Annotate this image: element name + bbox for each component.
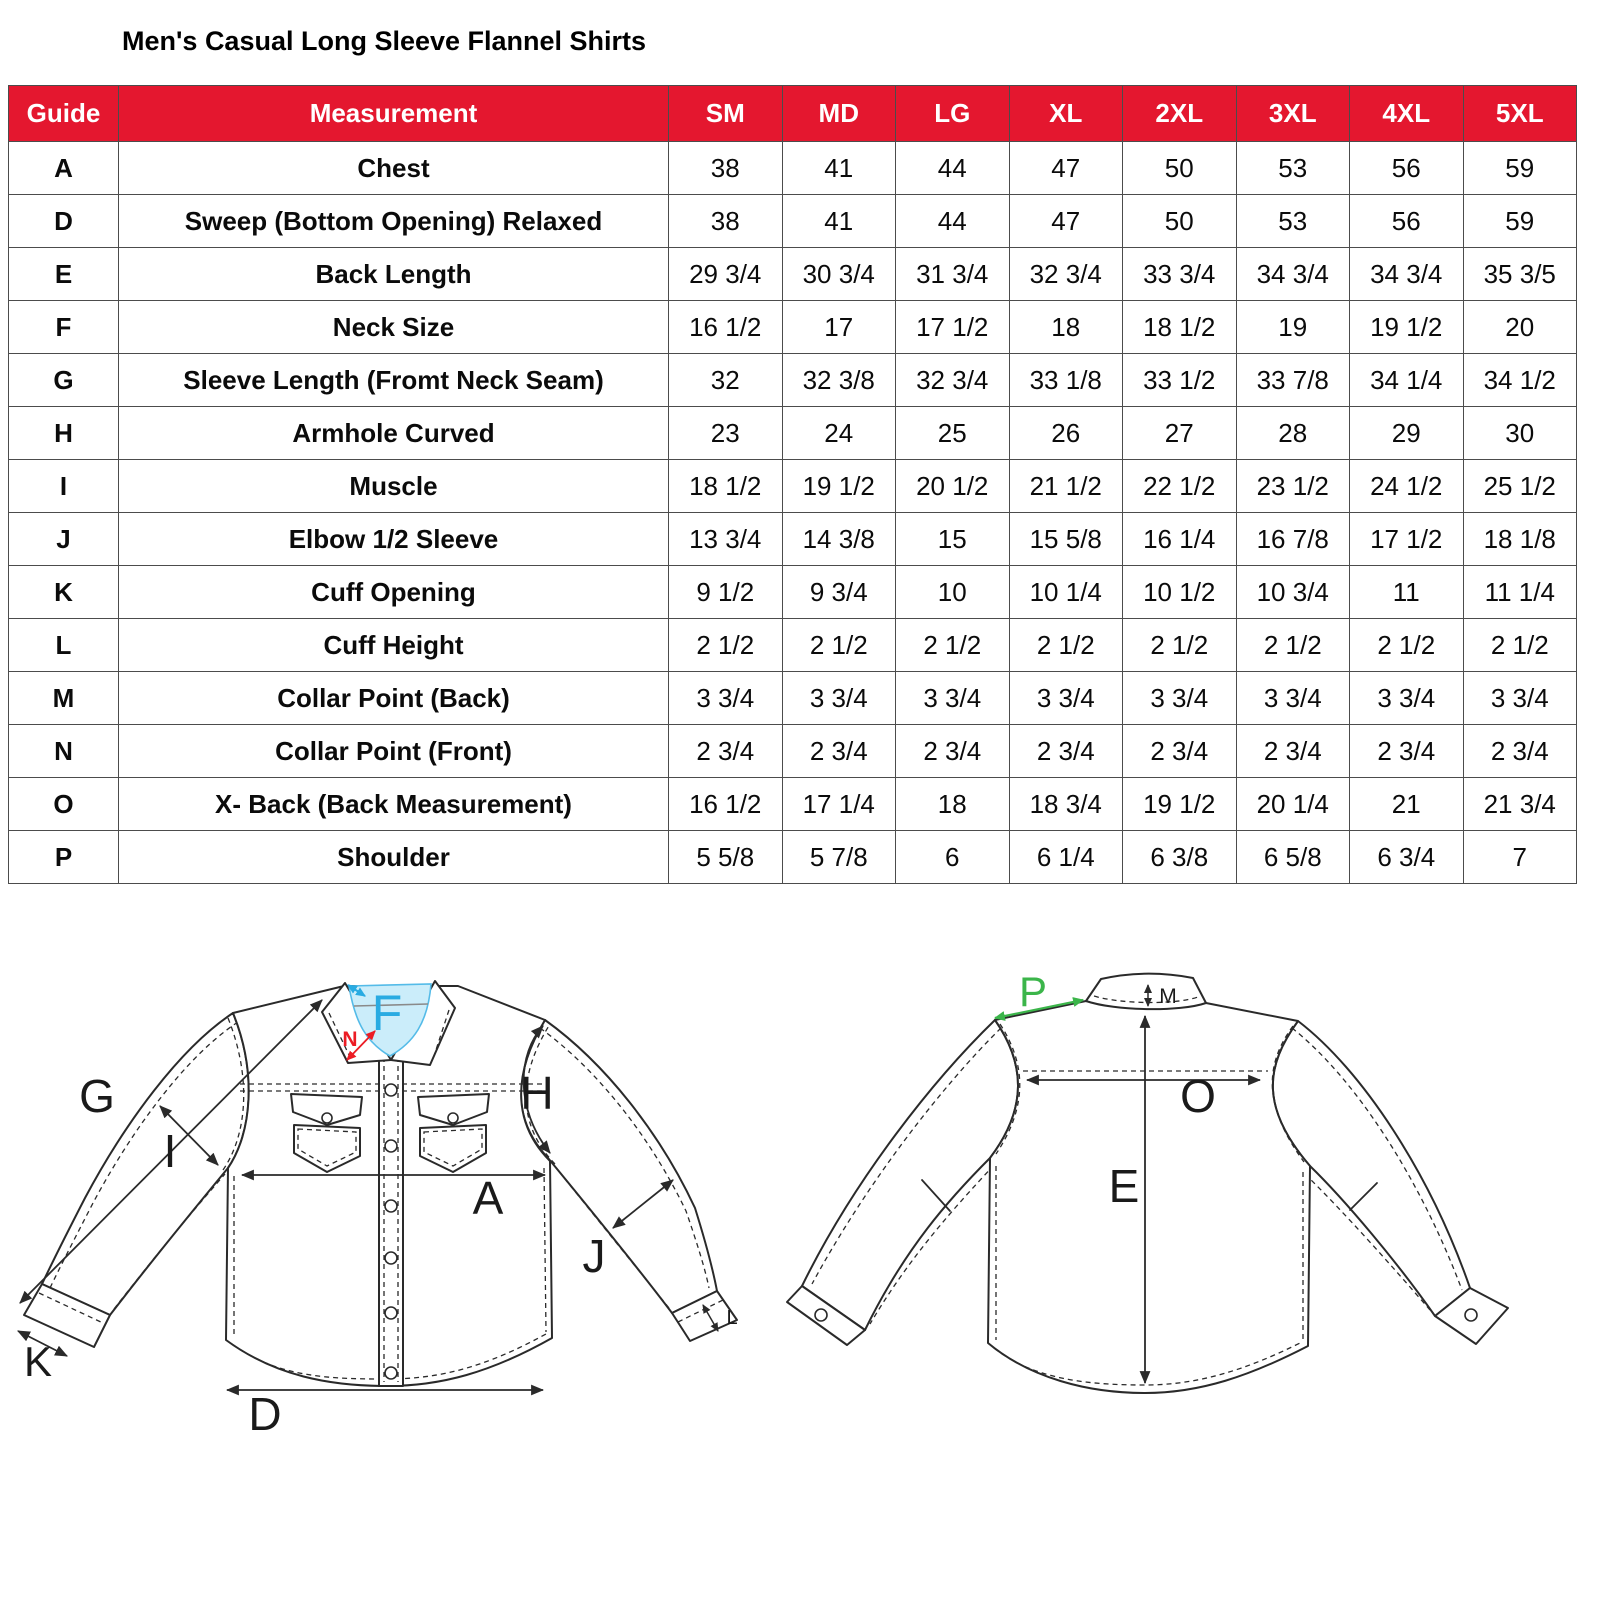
page-title: Men's Casual Long Sleeve Flannel Shirts	[122, 26, 647, 56]
value-cell: 23 1/2	[1236, 460, 1350, 513]
value-cell: 18 1/2	[669, 460, 783, 513]
value-cell: 19 1/2	[1350, 301, 1464, 354]
value-cell: 3 3/4	[1350, 672, 1464, 725]
value-cell: 11 1/4	[1463, 566, 1577, 619]
table-row-f	[9, 301, 1577, 354]
column-header-4xl: 4XL	[1350, 86, 1464, 142]
value-cell: 25	[896, 407, 1010, 460]
value-cell: 59	[1463, 142, 1577, 195]
column-header-xl: XL	[1009, 86, 1123, 142]
value-cell: 3 3/4	[1009, 672, 1123, 725]
value-cell: 6 3/8	[1123, 831, 1237, 884]
value-cell: 18	[896, 778, 1010, 831]
value-cell: 50	[1123, 195, 1237, 248]
value-cell: 29 3/4	[669, 248, 783, 301]
value-cell: 18 1/2	[1123, 301, 1237, 354]
value-cell: 33 1/8	[1009, 354, 1123, 407]
value-cell: 15 5/8	[1009, 513, 1123, 566]
column-header-2xl: 2XL	[1123, 86, 1237, 142]
table-row-k	[9, 566, 1577, 619]
value-cell: 2 1/2	[1463, 619, 1577, 672]
value-cell: 19 1/2	[1123, 778, 1237, 831]
value-cell: 10	[896, 566, 1010, 619]
value-cell: 29	[1350, 407, 1464, 460]
table-row-l	[9, 619, 1577, 672]
measurement-cell: Sleeve Length (Fromt Neck Seam)	[119, 354, 669, 407]
table-row-j	[9, 513, 1577, 566]
value-cell: 50	[1123, 142, 1237, 195]
value-cell: 26	[1009, 407, 1123, 460]
value-cell: 2 3/4	[1463, 725, 1577, 778]
value-cell: 33 1/2	[1123, 354, 1237, 407]
size-table-header-row	[9, 86, 1577, 142]
value-cell: 21 1/2	[1009, 460, 1123, 513]
value-cell: 9 1/2	[669, 566, 783, 619]
value-cell: 10 3/4	[1236, 566, 1350, 619]
value-cell: 19	[1236, 301, 1350, 354]
value-cell: 23	[669, 407, 783, 460]
value-cell: 35 3/5	[1463, 248, 1577, 301]
value-cell: 41	[782, 142, 896, 195]
table-row-h	[9, 407, 1577, 460]
value-cell: 3 3/4	[1236, 672, 1350, 725]
value-cell: 6 3/4	[1350, 831, 1464, 884]
value-cell: 6	[896, 831, 1010, 884]
measurement-cell: Cuff Opening	[119, 566, 669, 619]
value-cell: 3 3/4	[1123, 672, 1237, 725]
value-cell: 6 5/8	[1236, 831, 1350, 884]
back-label-E: E	[1108, 1160, 1140, 1212]
back-label-O: O	[1180, 1070, 1216, 1122]
value-cell: 2 3/4	[1350, 725, 1464, 778]
front-label-K: K	[23, 1338, 53, 1385]
guide-cell: O	[9, 778, 119, 831]
value-cell: 32 3/4	[1009, 248, 1123, 301]
value-cell: 14 3/8	[782, 513, 896, 566]
front-label-D: D	[248, 1388, 282, 1440]
column-header-5xl: 5XL	[1463, 86, 1577, 142]
value-cell: 24 1/2	[1350, 460, 1464, 513]
column-header-md: MD	[782, 86, 896, 142]
value-cell: 17 1/2	[896, 301, 1010, 354]
value-cell: 2 3/4	[669, 725, 783, 778]
value-cell: 17 1/4	[782, 778, 896, 831]
measurement-cell: X- Back (Back Measurement)	[119, 778, 669, 831]
measurement-cell: Neck Size	[119, 301, 669, 354]
value-cell: 2 1/2	[782, 619, 896, 672]
guide-cell: G	[9, 354, 119, 407]
value-cell: 34 3/4	[1350, 248, 1464, 301]
value-cell: 2 1/2	[669, 619, 783, 672]
table-row-d	[9, 195, 1577, 248]
measurement-cell: Chest	[119, 142, 669, 195]
front-label-A: A	[472, 1172, 504, 1224]
value-cell: 15	[896, 513, 1010, 566]
guide-cell: I	[9, 460, 119, 513]
value-cell: 32 3/4	[896, 354, 1010, 407]
guide-cell: P	[9, 831, 119, 884]
size-table-body	[9, 142, 1577, 884]
value-cell: 59	[1463, 195, 1577, 248]
measurement-cell: Shoulder	[119, 831, 669, 884]
measurement-cell: Collar Point (Front)	[119, 725, 669, 778]
value-cell: 32	[669, 354, 783, 407]
value-cell: 16 1/2	[669, 301, 783, 354]
value-cell: 5 5/8	[669, 831, 783, 884]
measurement-cell: Armhole Curved	[119, 407, 669, 460]
front-label-J: J	[582, 1230, 606, 1282]
value-cell: 18 3/4	[1009, 778, 1123, 831]
value-cell: 47	[1009, 195, 1123, 248]
value-cell: 56	[1350, 195, 1464, 248]
back-label-P: P	[1018, 968, 1048, 1015]
table-row-o	[9, 778, 1577, 831]
front-label-H: H	[520, 1067, 554, 1119]
value-cell: 22 1/2	[1123, 460, 1237, 513]
table-row-p	[9, 831, 1577, 884]
value-cell: 30	[1463, 407, 1577, 460]
value-cell: 7	[1463, 831, 1577, 884]
value-cell: 2 1/2	[1236, 619, 1350, 672]
value-cell: 34 3/4	[1236, 248, 1350, 301]
value-cell: 3 3/4	[896, 672, 1010, 725]
value-cell: 2 3/4	[1236, 725, 1350, 778]
front-label-F: F	[371, 985, 403, 1041]
value-cell: 3 3/4	[669, 672, 783, 725]
value-cell: 16 1/2	[669, 778, 783, 831]
value-cell: 38	[669, 142, 783, 195]
measurement-cell: Sweep (Bottom Opening) Relaxed	[119, 195, 669, 248]
guide-cell: M	[9, 672, 119, 725]
value-cell: 25 1/2	[1463, 460, 1577, 513]
value-cell: 2 3/4	[896, 725, 1010, 778]
value-cell: 2 3/4	[1123, 725, 1237, 778]
table-row-g	[9, 354, 1577, 407]
table-row-e	[9, 248, 1577, 301]
value-cell: 16 7/8	[1236, 513, 1350, 566]
value-cell: 17 1/2	[1350, 513, 1464, 566]
value-cell: 53	[1236, 142, 1350, 195]
guide-cell: E	[9, 248, 119, 301]
value-cell: 2 3/4	[782, 725, 896, 778]
value-cell: 9 3/4	[782, 566, 896, 619]
value-cell: 27	[1123, 407, 1237, 460]
value-cell: 28	[1236, 407, 1350, 460]
column-header-lg: LG	[896, 86, 1010, 142]
column-header-3xl: 3XL	[1236, 86, 1350, 142]
value-cell: 10 1/4	[1009, 566, 1123, 619]
value-cell: 21	[1350, 778, 1464, 831]
value-cell: 30 3/4	[782, 248, 896, 301]
measurement-cell: Collar Point (Back)	[119, 672, 669, 725]
value-cell: 38	[669, 195, 783, 248]
value-cell: 19 1/2	[782, 460, 896, 513]
guide-cell: K	[9, 566, 119, 619]
value-cell: 31 3/4	[896, 248, 1010, 301]
measurement-cell: Cuff Height	[119, 619, 669, 672]
guide-cell: D	[9, 195, 119, 248]
value-cell: 18 1/8	[1463, 513, 1577, 566]
value-cell: 44	[896, 142, 1010, 195]
value-cell: 21 3/4	[1463, 778, 1577, 831]
value-cell: 34 1/2	[1463, 354, 1577, 407]
value-cell: 32 3/8	[782, 354, 896, 407]
back-label-M: M	[1159, 985, 1177, 1008]
value-cell: 20	[1463, 301, 1577, 354]
value-cell: 33 3/4	[1123, 248, 1237, 301]
value-cell: 2 3/4	[1009, 725, 1123, 778]
value-cell: 3 3/4	[1463, 672, 1577, 725]
column-header-sm: SM	[669, 86, 783, 142]
value-cell: 17	[782, 301, 896, 354]
guide-cell: N	[9, 725, 119, 778]
measurement-cell: Back Length	[119, 248, 669, 301]
value-cell: 6 1/4	[1009, 831, 1123, 884]
front-label-N: N	[342, 1028, 358, 1051]
value-cell: 41	[782, 195, 896, 248]
value-cell: 2 1/2	[1350, 619, 1464, 672]
value-cell: 20 1/4	[1236, 778, 1350, 831]
value-cell: 20 1/2	[896, 460, 1010, 513]
column-header-guide: Guide	[9, 86, 119, 142]
table-row-m	[9, 672, 1577, 725]
back-collar	[1086, 974, 1206, 1010]
value-cell: 2 1/2	[896, 619, 1010, 672]
value-cell: 44	[896, 195, 1010, 248]
value-cell: 2 1/2	[1009, 619, 1123, 672]
guide-cell: F	[9, 301, 119, 354]
value-cell: 10 1/2	[1123, 566, 1237, 619]
back-body	[988, 1001, 1310, 1393]
value-cell: 24	[782, 407, 896, 460]
front-shirt-diagram	[10, 948, 760, 1548]
size-table	[8, 85, 1577, 884]
table-row-n	[9, 725, 1577, 778]
guide-cell: L	[9, 619, 119, 672]
measurement-cell: Muscle	[119, 460, 669, 513]
guide-cell: H	[9, 407, 119, 460]
table-row-a	[9, 142, 1577, 195]
value-cell: 3 3/4	[782, 672, 896, 725]
guide-cell: J	[9, 513, 119, 566]
front-label-I: I	[163, 1125, 177, 1177]
front-label-G: G	[79, 1070, 115, 1122]
value-cell: 33 7/8	[1236, 354, 1350, 407]
value-cell: 34 1/4	[1350, 354, 1464, 407]
measurement-cell: Elbow 1/2 Sleeve	[119, 513, 669, 566]
table-row-i	[9, 460, 1577, 513]
value-cell: 5 7/8	[782, 831, 896, 884]
value-cell: 2 1/2	[1123, 619, 1237, 672]
back-shirt-diagram	[770, 948, 1545, 1548]
value-cell: 11	[1350, 566, 1464, 619]
value-cell: 47	[1009, 142, 1123, 195]
guide-cell: A	[9, 142, 119, 195]
front-label-L: L	[726, 1307, 738, 1329]
value-cell: 18	[1009, 301, 1123, 354]
value-cell: 56	[1350, 142, 1464, 195]
value-cell: 53	[1236, 195, 1350, 248]
value-cell: 16 1/4	[1123, 513, 1237, 566]
value-cell: 13 3/4	[669, 513, 783, 566]
column-header-measurement: Measurement	[119, 86, 669, 142]
